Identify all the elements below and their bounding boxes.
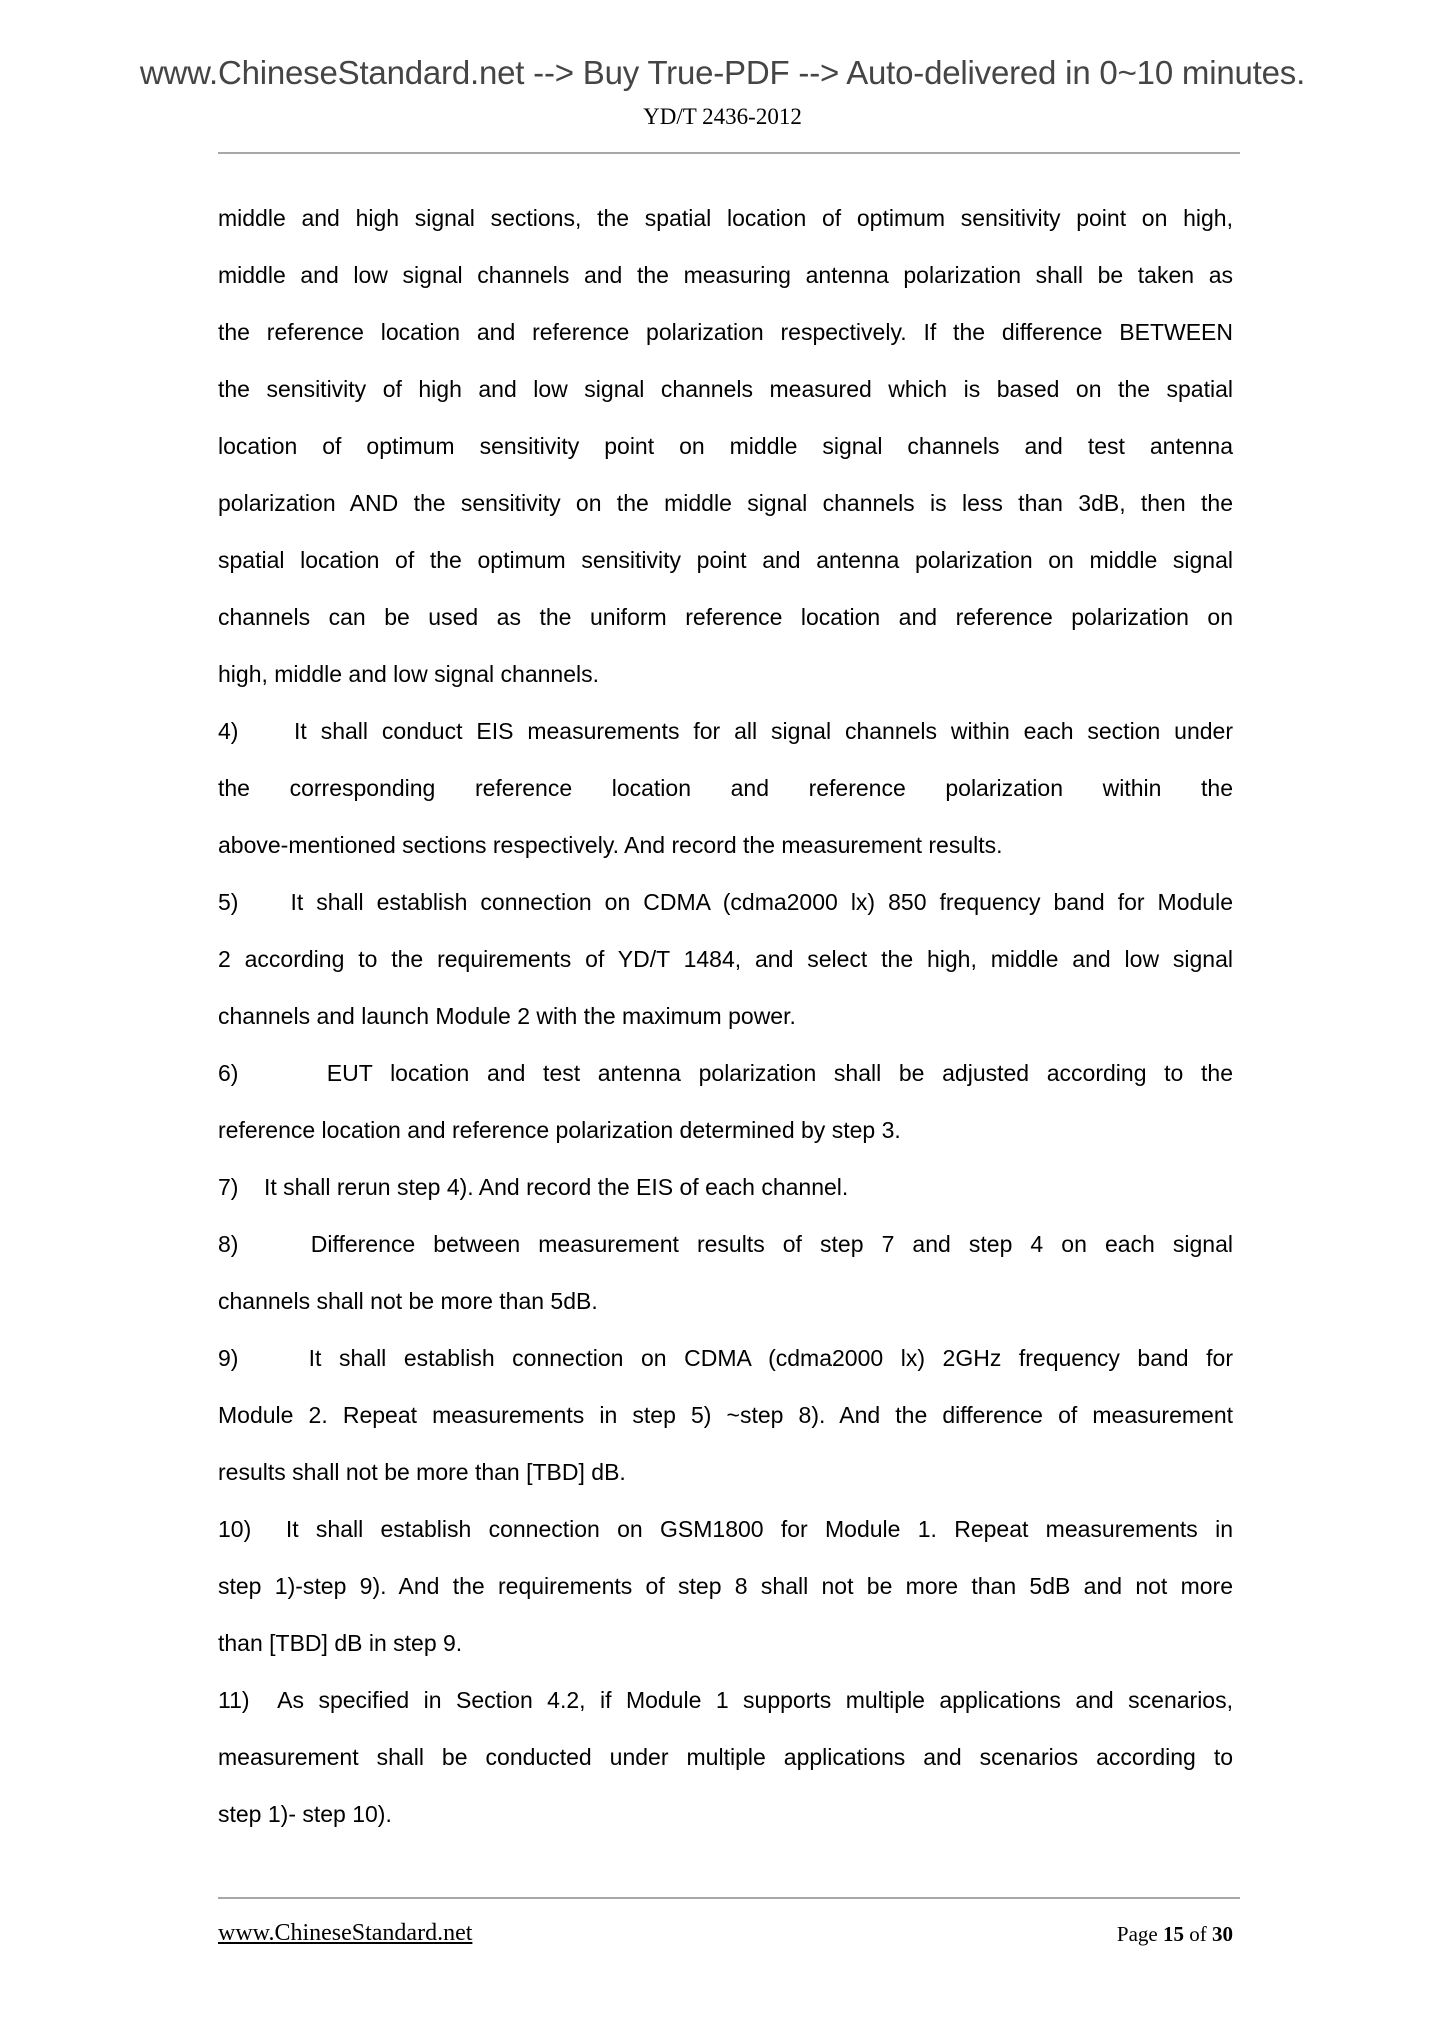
list-item-9: 9) It shall establish connection on CDMA (cdma2000 lx) 2GHz frequency band for <box>218 1345 1233 1371</box>
header-divider <box>218 152 1240 154</box>
list-item-8: 8) Difference between measurement results of step 7 and step 4 on each signal <box>218 1231 1233 1257</box>
list-item-11: 11) As specified in Section 4.2, if Module 1 supports multiple applications and scenarios, <box>218 1687 1233 1713</box>
body-line: step 1)-step 9). And the requirements of step 8 shall not be more than 5dB and not more <box>218 1573 1233 1599</box>
promo-banner: www.ChineseStandard.net --> Buy True-PDF --> Auto-delivered in 0~10 minutes. <box>139 54 1306 91</box>
body-line: reference location and reference polarization determined by step 3. <box>218 1117 901 1143</box>
list-item-7: 7) It shall rerun step 4). And record the EIS of each channel. <box>218 1174 849 1200</box>
body-line: step 1)- step 10). <box>218 1801 392 1827</box>
body-line: channels and launch Module 2 with the maximum power. <box>218 1003 796 1029</box>
body-line: measurement shall be conducted under multiple applications and scenarios according to <box>218 1744 1233 1770</box>
list-item-10: 10) It shall establish connection on GSM1800 for Module 1. Repeat measurements in <box>218 1516 1233 1542</box>
body-line: polarization AND the sensitivity on the middle signal channels is less than 3dB, then the <box>218 490 1233 516</box>
page-prefix: Page <box>1116 1922 1163 1946</box>
list-item-5: 5) It shall establish connection on CDMA (cdma2000 lx) 850 frequency band for Module <box>218 889 1233 915</box>
body-line: results shall not be more than [TBD] dB. <box>218 1459 626 1485</box>
footer-divider <box>218 1897 1240 1899</box>
body-line: the sensitivity of high and low signal channels measured which is based on the spatial <box>218 376 1233 402</box>
body-line: channels shall not be more than 5dB. <box>218 1288 598 1314</box>
body-line: the reference location and reference polarization respectively. If the difference BETWEEN <box>218 319 1233 345</box>
body-line: location of optimum sensitivity point on middle signal channels and test antenna <box>218 433 1233 459</box>
list-item-6: 6) EUT location and test antenna polarization shall be adjusted according to the <box>218 1060 1233 1086</box>
page-separator: of <box>1184 1922 1212 1946</box>
document-body <box>218 190 1233 1843</box>
body-line: middle and high signal sections, the spatial location of optimum sensitivity point on high, <box>218 205 1233 231</box>
page-indicator <box>1117 1922 1233 1947</box>
body-line: Module 2. Repeat measurements in step 5) ~step 8). And the difference of measurement <box>218 1402 1233 1428</box>
document-code: YD/T 2436-2012 <box>643 104 802 129</box>
body-line: spatial location of the optimum sensitivity point and antenna polarization on middle signal <box>218 547 1233 573</box>
footer-website-link[interactable]: www.ChineseStandard.net <box>218 1920 473 1946</box>
body-line: 2 according to the requirements of YD/T 1484, and select the high, middle and low signal <box>218 946 1233 972</box>
page-total: 30 <box>1212 1922 1233 1946</box>
body-line: above-mentioned sections respectively. And record the measurement results. <box>218 832 1003 858</box>
list-item-4: 4) It shall conduct EIS measurements for all signal channels within each section under <box>218 718 1233 744</box>
body-line: middle and low signal channels and the measuring antenna polarization shall be taken as <box>218 262 1233 288</box>
body-line: channels can be used as the uniform reference location and reference polarization on <box>218 604 1233 630</box>
page-current: 15 <box>1163 1922 1184 1946</box>
body-line: high, middle and low signal channels. <box>218 661 600 687</box>
body-line: than [TBD] dB in step 9. <box>218 1630 463 1656</box>
body-line: the corresponding reference location and reference polarization within the <box>218 775 1233 801</box>
